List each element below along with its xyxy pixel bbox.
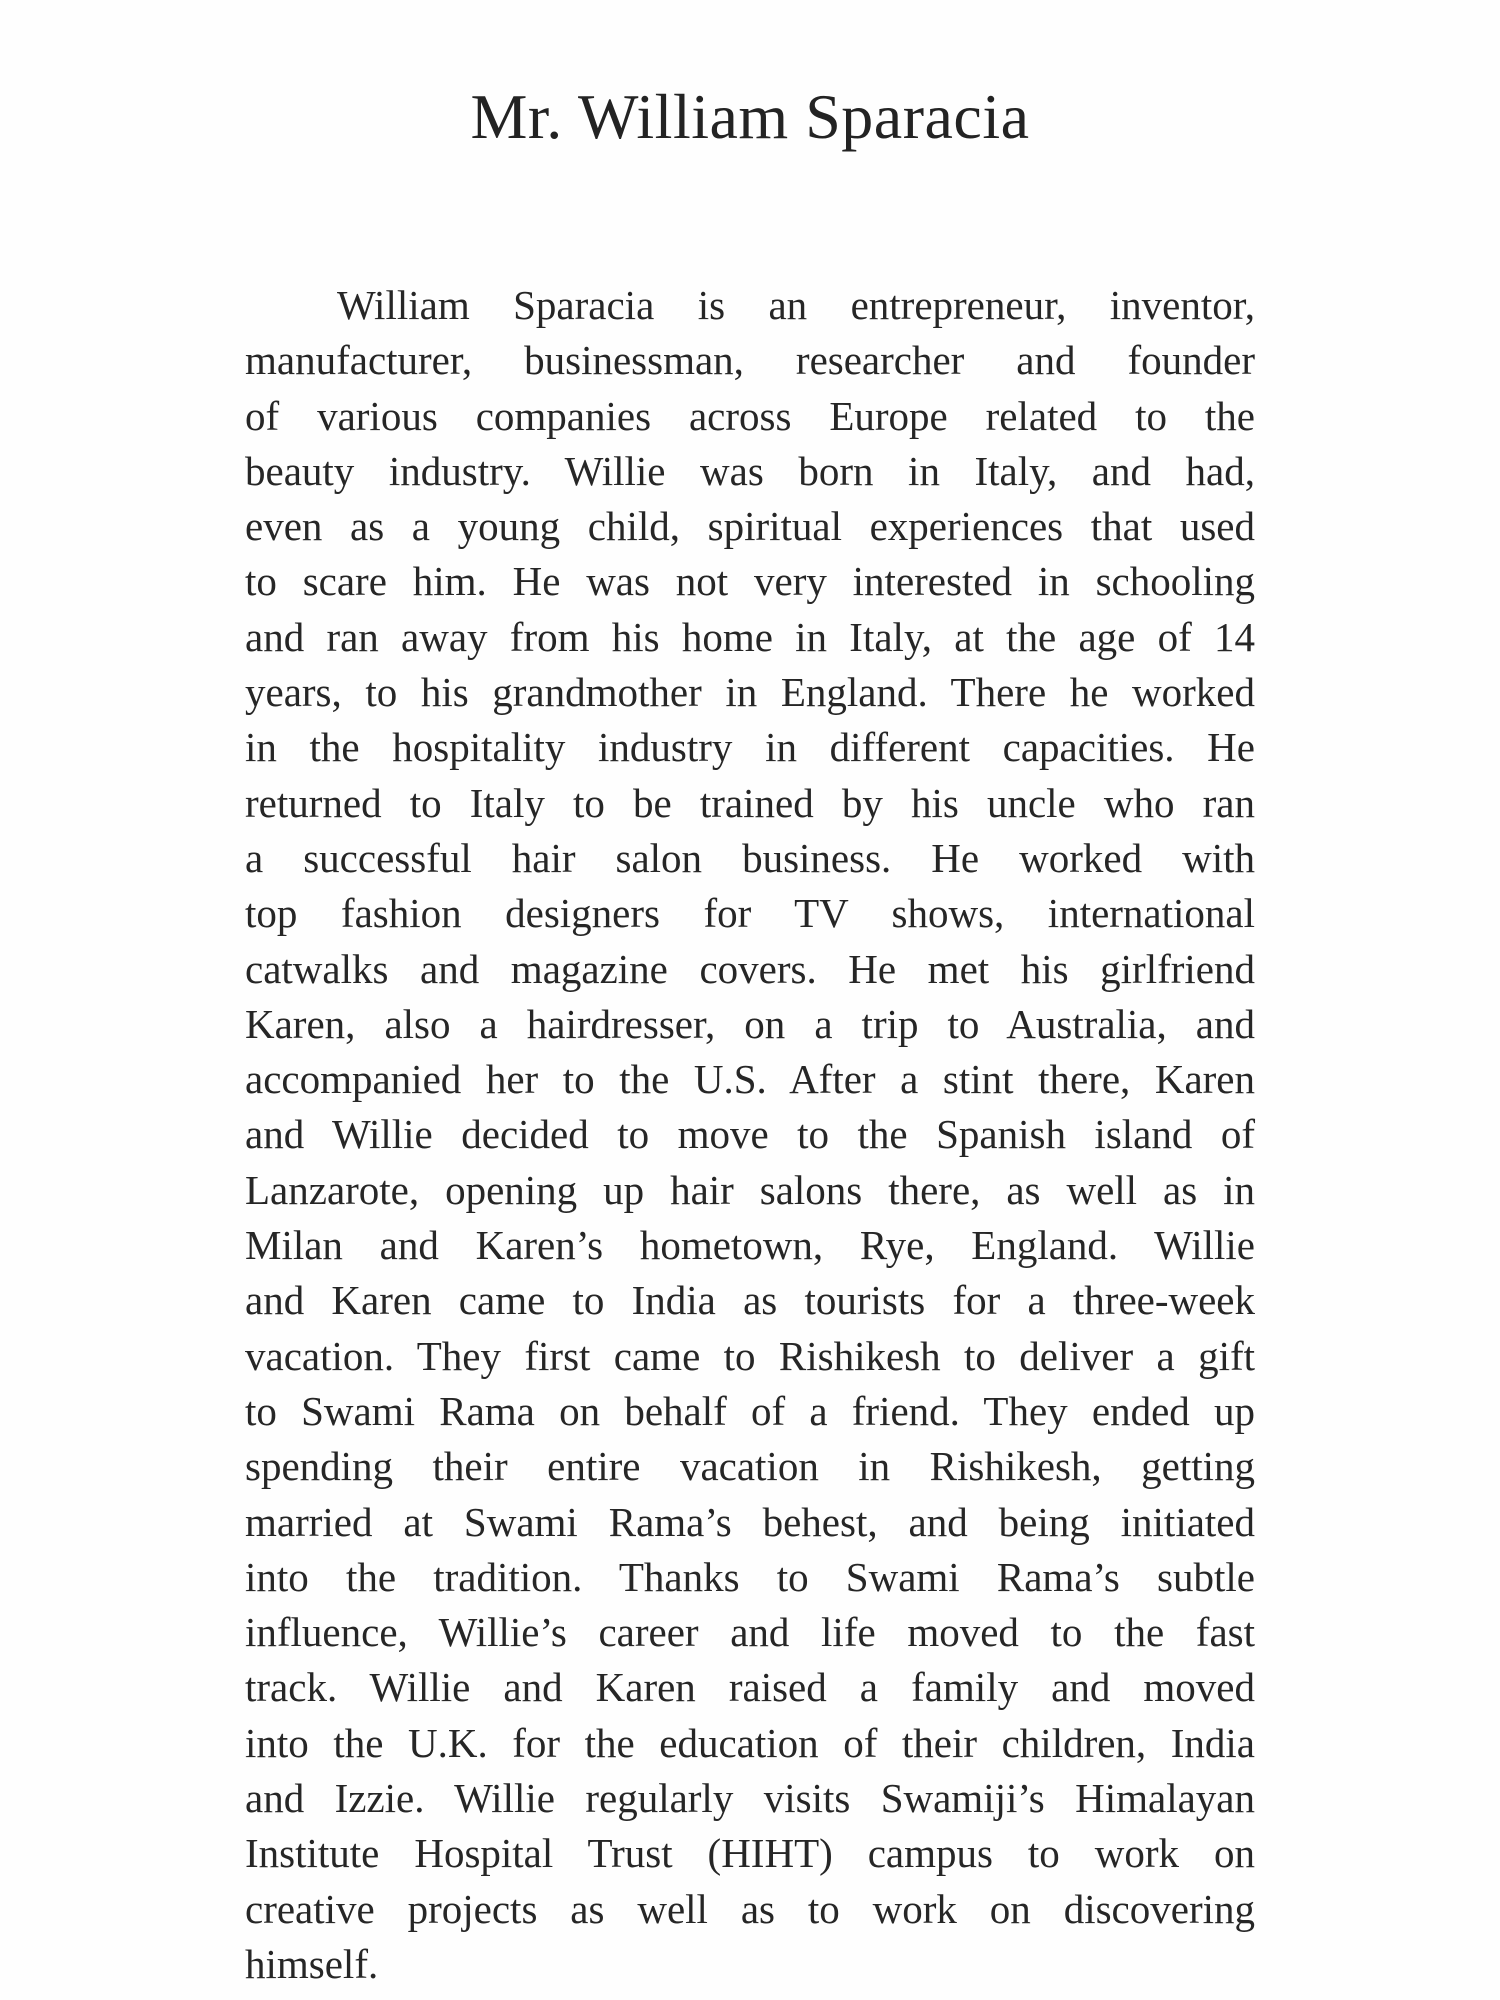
paragraph-line: into the tradition. Thanks to Swami Rama’s subtle [245,1553,1255,1600]
paragraph-line: top fashion designers for TV shows, international [245,890,1255,937]
paragraph-line: returned to Italy to be trained by his uncle who ran [245,779,1255,826]
paragraph-line: and Izzie. Willie regularly visits Swamiji’s Himalayan [245,1775,1255,1822]
paragraph-line: himself. [245,1940,379,1987]
paragraph-line: beauty industry. Willie was born in Italy, and had, [245,447,1255,494]
paragraph-line: Karen, also a hairdresser, on a trip to Australia, and [245,1000,1255,1047]
paragraph-line: to scare him. He was not very interested in schooling [245,558,1255,605]
paragraph-line: Institute Hospital Trust (HIHT) campus to work on [245,1830,1255,1877]
page-title: Mr. William Sparacia [470,81,1030,152]
paragraph-line: Milan and Karen’s hometown, Rye, England. Willie [245,1222,1255,1269]
paragraph-line: in the hospitality industry in different capacities. He [245,724,1255,771]
paragraph-line: to Swami Rama on behalf of a friend. They ended up [245,1387,1255,1434]
paragraph-line: influence, Willie’s career and life moved to the fast [245,1609,1255,1656]
paragraph-line: manufacturer, businessman, researcher and founder [245,337,1255,384]
paragraph-line: a successful hair salon business. He worked with [245,834,1255,881]
paragraph-line: accompanied her to the U.S. After a stint there, Karen [245,1056,1255,1103]
paragraph-line: William Sparacia is an entrepreneur, inventor, [337,282,1255,328]
paragraph-line: and Willie decided to move to the Spanish island of [245,1111,1255,1158]
paragraph-line: into the U.K. for the education of their children, India [245,1719,1255,1766]
paragraph-line: and Karen came to India as tourists for a three-week [245,1277,1255,1324]
paragraph-line: married at Swami Rama’s behest, and being initiated [245,1498,1255,1545]
paragraph-line: track. Willie and Karen raised a family and moved [245,1664,1255,1711]
paragraph-line: catwalks and magazine covers. He met his girlfriend [245,945,1255,992]
paragraph-line: spending their entire vacation in Rishikesh, getting [245,1443,1255,1490]
paragraph-line: years, to his grandmother in England. There he worked [245,669,1255,716]
paragraph-line: of various companies across Europe related to the [245,392,1255,439]
paragraph-line: vacation. They first came to Rishikesh to deliver a gift [245,1332,1255,1379]
paragraph-line: even as a young child, spiritual experiences that used [245,503,1255,550]
paragraph-line: creative projects as well as to work on discovering [245,1885,1255,1932]
biography-paragraph [245,278,1255,1992]
paragraph-line: and ran away from his home in Italy, at the age of 14 [245,613,1255,660]
paragraph-line: Lanzarote, opening up hair salons there, as well as in [245,1166,1255,1213]
